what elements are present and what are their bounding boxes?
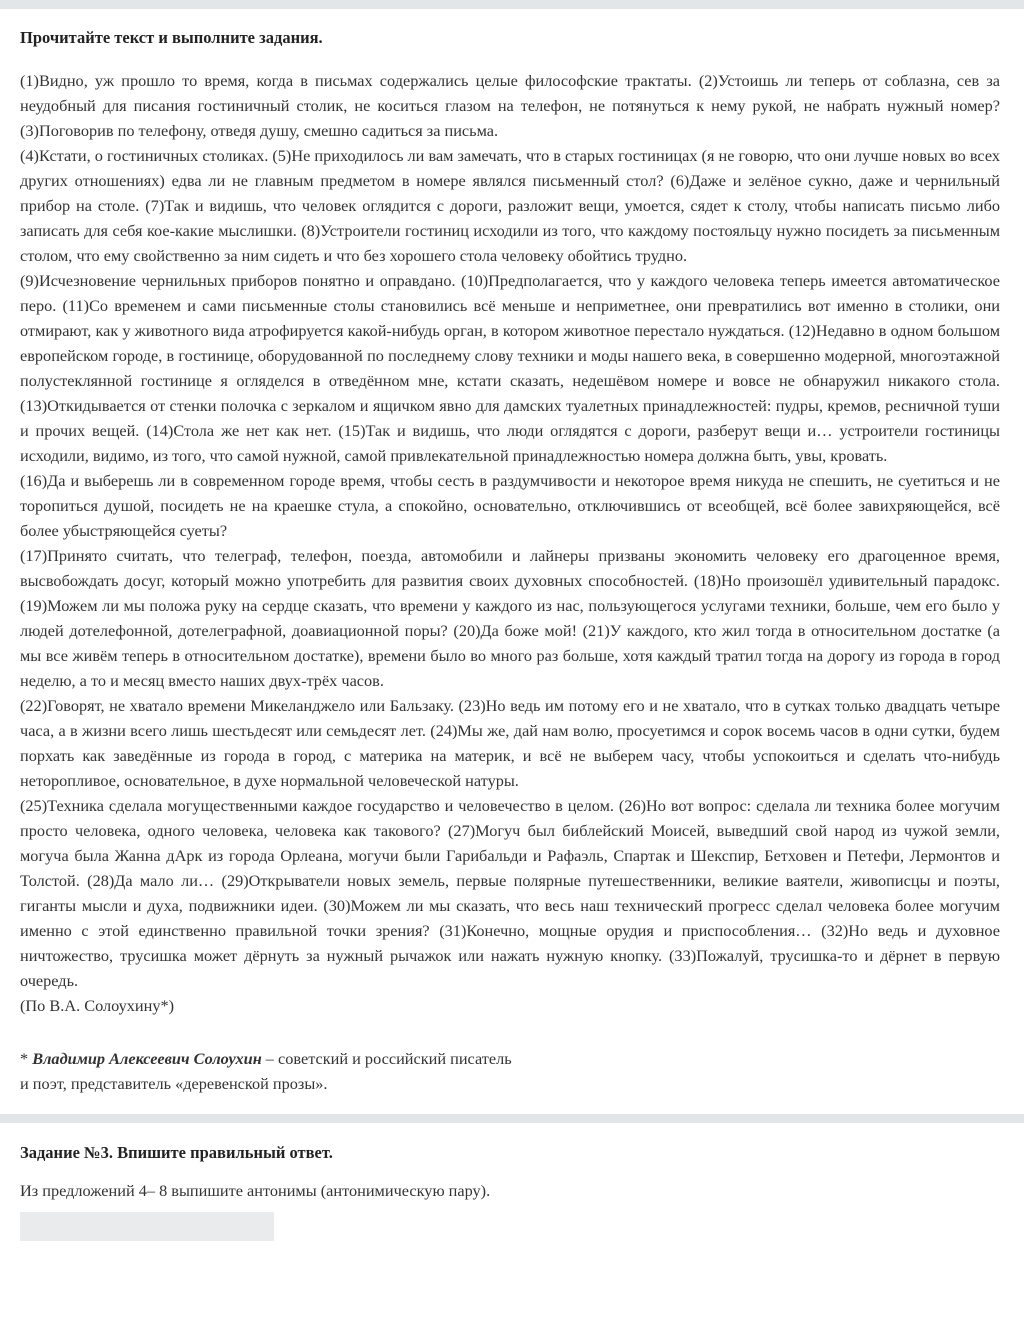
task-section: [0, 1143, 1024, 1241]
top-bar: [0, 0, 1024, 9]
paragraph: (16)Да и выберешь ли в современном городе время, чтобы сесть в раздумчивости и некоторое время никуда не спешить, не суетиться и не торопиться душой, посидеть не на краешке стула, а спокойно, основательно, отключившись от всеобщей, всё более завихряющейся, всё более убыстряющейся суеты?: [20, 471, 1000, 540]
answer-input[interactable]: [20, 1212, 274, 1241]
footnote-text-2: и поэт, представитель «деревенской прозы».: [20, 1074, 328, 1093]
paragraph: (22)Говорят, не хватало времени Микеланджело или Бальзаку. (23)Но ведь им потому его и не хватало, что в сутках только двадцать четыре часа, а в жизни всего лишь шестьдесят или семьдесят лет. (24)Мы же, дай нам волю, просуетимся и сорок восемь часов в одни сутки, будем порхать как заведённые из города в город, с материка на материк, и всё не выберем часу, чтобы успокоиться и сделать что-нибудь неторопливое, основательное, в духе нормальной человеческой натуры.: [20, 696, 1000, 790]
paragraph: (9)Исчезновение чернильных приборов понятно и оправдано. (10)Предполагается, что у каждого человека теперь имеется автоматическое перо. (11)Со временем и сами письменные столы становились всё меньше и неприметнее, они превратились вот именно в столики, они отмирают, как у животного вида атрофируется какой-нибудь орган, в котором животное перестало нуждаться. (12)Недавно в одном большом европейском городе, в гостинице, оборудованной по последнему слову техники и моды нашего века, в совершенно модерной, многоэтажной полустеклянной гостинице я огляделся в отведённом мне, кстати сказать, недешёвом номере и вовсе не обнаружил никакого стола. (13)Откидывается от стенки полочка с зеркалом и ящичком явно для дамских туалетных принадлежностей: пудры, кремов, ресничной туши и прочих вещей. (14)Стола же нет как нет. (15)Так и видишь, что люди оглядятся с дороги, разберут вещи и… устроители гостиницы исходили, видимо, из того, что самой нужной, самой привлекательной принадлежностью номера должна быть, увы, кровать.: [20, 271, 1000, 465]
source-attribution: (По В.А. Солоухину*): [20, 996, 175, 1015]
paragraph: (4)Кстати, о гостиничных столиках. (5)Не приходилось ли вам замечать, что в старых гостиницах (я не говорю, что они лучше новых во всех других отношениях) едва ли не главным предметом в номере являлся письменный стол? (6)Даже и зелёное сукно, даже и чернильный прибор на столе. (7)Так и видишь, что человек оглядится с дороги, разложит вещи, умоется, сядет к столу, чтобы написать письмо либо записать для себя кое-какие мыслишки. (8)Устроители гостиниц исходили из того, что каждому постояльцу нужно посидеть за письменным столом, что ему свойственно за ним сидеть и что без хорошего стола человеку обойтись трудно.: [20, 146, 1000, 265]
section-divider: [0, 1114, 1024, 1123]
paragraph: (1)Видно, уж прошло то время, когда в письмах содержались целые философские трактаты. (2)Устоишь ли теперь от соблазна, сев за неудобный для писания гостиничный столик, не коситься глазом на телефон, не потянуться к нему рукой, не набрать нужный номер? (3)Поговорив по телефону, отведя душу, смешно садиться за письма.: [20, 71, 1000, 140]
reading-text: [20, 68, 1000, 1018]
footnote-author: Владимир Алексеевич Солоухин: [32, 1049, 262, 1068]
footnote-mark: *: [20, 1049, 33, 1068]
paragraph: (25)Техника сделала могущественными каждое государство и человечество в целом. (26)Но вот вопрос: сделала ли техника более могучим просто человека, одного человека, человека как такового? (27)Могуч был библейский Моисей, выведший свой народ из чужой земли, могуча была Жанна дАрк из города Орлеана, могучи были Гарибальди и Рафаэль, Спартак и Шекспир, Бетховен и Петефи, Лермонтов и Толстой. (28)Да мало ли… (29)Открыватели новых земель, первые полярные путешественники, великие ваятели, живописцы и поэты, гиганты мысли и духа, подвижники идеи. (30)Можем ли мы сказать, что весь наш технический прогресс сделал человека более могучим именно с этой единственно правильной точки зрения? (31)Конечно, мощные орудия и приспособления… (32)Но ведь и духовное ничтожество, трусишка может дёрнуть за нужный рычажок или нажать нужную кнопку. (33)Пожалуй, трусишка-то и дёрнет в первую очередь.: [20, 796, 1000, 990]
task-title: Задание №3. Впишите правильный ответ.: [20, 1143, 333, 1162]
page-title: Прочитайте текст и выполните задания.: [20, 28, 323, 47]
reading-section: [0, 28, 1024, 1096]
task-instruction: Из предложений 4– 8 выпишите антонимы (антонимическую пару).: [20, 1181, 491, 1200]
footnote-text: – советский и российский писатель: [261, 1049, 512, 1068]
paragraph: (17)Принято считать, что телеграф, телефон, поезда, автомобили и лайнеры призваны экономить человеку его драгоценное время, высвобождать досуг, который можно употребить для развития своих духовных способностей. (18)Но произошёл удивительный парадокс. (19)Можем ли мы положа руку на сердце сказать, что времени у каждого из нас, пользующегося услугами техники, больше, чем его было у людей дотелефонной, дотелеграфной, доавиационной поры? (20)Да боже мой! (21)У каждого, кто жил тогда в относительном достатке (а мы все живём теперь в относительном достатке), времени было во много раз больше, хотя каждый тратил тогда на дорогу из города в город неделю, а то и месяц вместо наших двух-трёх часов.: [20, 546, 1000, 690]
footnote: [20, 1046, 1000, 1096]
